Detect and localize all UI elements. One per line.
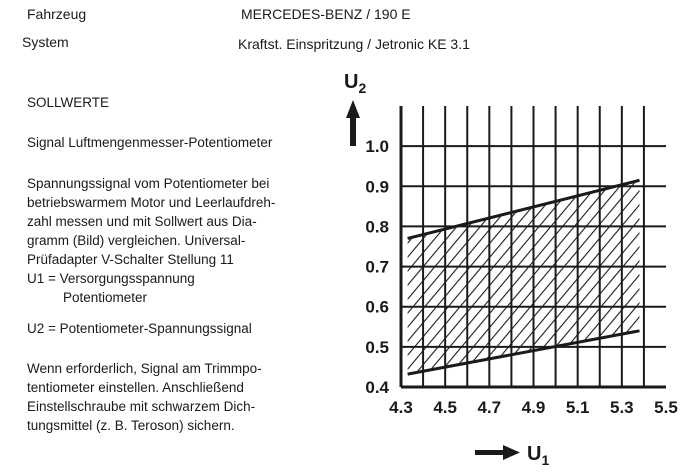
subtitle: Signal Luftmengenmesser-Potentiometer: [27, 135, 273, 150]
para1-indent-line: Potentiometer: [63, 290, 148, 305]
para1-line: zahl messen und mit Sollwert aus Dia-: [27, 214, 257, 229]
x-tick-label: 4.7: [477, 398, 502, 417]
para1-line: U1 = Versorgungsspannung: [27, 271, 195, 286]
system-label: System: [22, 34, 69, 50]
para3-line: Einstellschraube mit schwarzem Dich-: [27, 399, 256, 414]
y-tick-label: 0.5: [365, 337, 389, 357]
vehicle-value: MERCEDES-BENZ / 190 E: [241, 6, 411, 22]
para3-line: Wenn erforderlich, Signal am Trimmpo-: [27, 361, 262, 376]
x-tick-label: 5.1: [565, 398, 590, 417]
system-value: Kraftst. Einspritzung / Jetronic KE 3.1: [238, 36, 470, 52]
section-title: SOLLWERTE: [27, 95, 110, 110]
y-tick-label: 0.7: [365, 257, 389, 277]
x-tick-label: 5.3: [610, 398, 634, 417]
y-tick-label: 0.6: [365, 297, 389, 317]
x-axis-arrow-icon: [475, 445, 520, 460]
y-tick-label: 1.0: [365, 137, 389, 157]
para1-line: Prüfadapter V-Schalter Stellung 11: [27, 252, 234, 267]
x-tick-label: 4.9: [521, 398, 546, 417]
y-tick-label: 0.4: [365, 378, 389, 397]
y-tick-label: 0.9: [365, 177, 389, 197]
vehicle-label: Fahrzeug: [27, 6, 87, 22]
y-axis-label: $U_2$: [344, 71, 367, 96]
y-axis-arrow-icon: [346, 100, 360, 146]
y-tick-label: 0.8: [365, 217, 389, 237]
x-tick-label: 4.3: [389, 398, 413, 417]
para1-line: betriebswarmem Motor und Leerlaufdreh-: [27, 195, 276, 210]
u2-definition: U2 = Potentiometer-Spannungssignal: [27, 321, 252, 336]
para1-line: Spannungssignal vom Potentiometer bei: [27, 176, 270, 191]
para1-line: gramm (Bild) vergleichen. Universal-: [27, 233, 246, 248]
para3-line: tungsmittel (z. B. Teroson) sichern.: [27, 418, 235, 433]
para3-line: tentiometer einstellen. Anschließend: [27, 380, 244, 395]
x-tick-label: 5.5: [654, 398, 678, 417]
x-tick-label: 4.5: [433, 398, 457, 417]
tolerance-band: [408, 180, 640, 374]
x-axis-label: $U_1$: [527, 443, 550, 468]
